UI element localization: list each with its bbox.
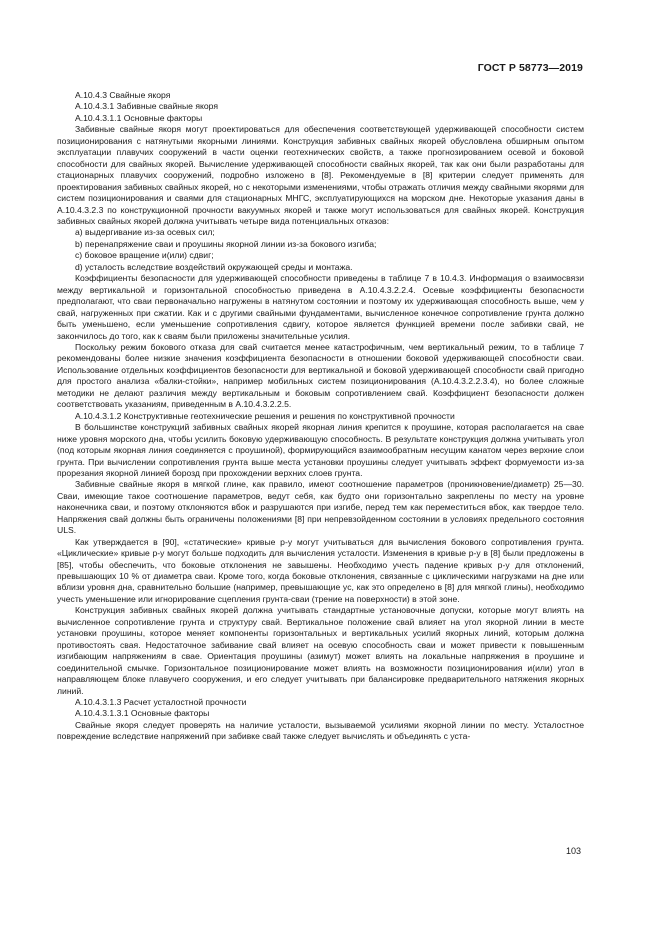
page-number: 103	[565, 846, 581, 856]
section-heading: A.10.4.3.1 Забивные свайные якоря	[75, 101, 218, 112]
body-paragraph: Конструкция забивных свайных якорей должна учитывать стандартные установочные допуски, которые могут влиять на вычисленное сопротивление грунта и структуру свай. Вертикальное положение свай влияет на угол якорной линии в месте установки проушины, которое меняет компоненты горизонтальных и вертикальных усилий якорных линий, которым должна противостоять свая. Недостаточное забивание свай влияет на осевую способность сваи и может привести к повышенным изгибающим напряжениям в свае. Ориентация проушины (азимут) может влиять на локальные напряжения в проушине и соединительной смычке. Горизонтальное позиционирование может влиять на возможности позиционирования и(или) угол в направляющем блоке плавучего сооружения, и его следует учитывать при балансировке предварительного натяжения якорных линий.	[57, 605, 584, 696]
list-item: d) усталость вследствие воздействий окружающей среды и монтажа.	[75, 261, 353, 272]
body-paragraph: Забивные свайные якоря в мягкой глине, как правило, имеют соотношение параметров (проникновение/диаметр) 25—30. Сваи, имеющие такое соотношение параметров, ведут себя, как будто они горизонтально закреплены по месту на уровне наконечника сваи, и поэтому отклоняются вбок и разрушаются при изгибе, перед тем как переместиться вбок, как твердое тело. Напряжения свай должны быть ограничены положениями [8] при непревзойденном состоянии в условиях предельного состояния ULS.	[57, 479, 584, 536]
list-item: c) боковое вращение и(или) сдвиг;	[75, 250, 214, 261]
body-paragraph: Свайные якоря следует проверять на наличие усталости, вызываемой усилиями якорной линии по месту. Усталостное повреждение вследствие напряжений при забивке свай также следует вычислять и объединять с уста-	[57, 719, 584, 742]
body-paragraph: В большинстве конструкций забивных свайных якорей якорная линия крепится к проушине, которая располагается на свае ниже уровня морского дна, чтобы усилить боковую удерживающую способность. В результате конструкция должна учитывать угол (под которым якорная линия соединяется с проушиной), формирующийся взаимообратным несущим канатом через верхние слои грунта. При вычислении сопротивления грунта выше места установки проушины следует учитывать эффект формуемости из-за прорезания якорной линией борозд при прохождении верхних слоев грунта.	[57, 422, 584, 478]
section-heading: A.10.4.3.1.1 Основные факторы	[75, 112, 203, 123]
document-body	[57, 90, 584, 743]
section-heading: A.10.4.3.1.3 Расчет усталостной прочности	[75, 697, 247, 708]
standard-code-header: ГОСТ Р 58773—2019	[477, 62, 583, 74]
section-heading: A.10.4.3 Свайные якоря	[75, 90, 171, 100]
list-item: b) перенапряжение сваи и проушины якорной линии из-за бокового изгиба;	[75, 238, 377, 249]
section-heading: A.10.4.3.1.3.1 Основные факторы	[75, 708, 210, 719]
section-heading: A.10.4.3.1.2 Конструктивные геотехнические решения и решения по конструктивной прочности	[75, 410, 455, 421]
body-paragraph: Как утверждается в [90], «статические» кривые p-y могут учитываться для вычисления бокового сопротивления грунта. «Циклические» кривые p-y могут больше подходить для вычисления усталости. Изменения в кривые p-y в [8] были предложены в [85], чтобы обеспечить, что боковые отклонения не завышены. Необходимо учесть падение кривых p-y для отклонений, превышающих 10 % от диаметра сваи. Кроме того, когда боковые отклонения, связанные с циклическими нагрузками на дне или вблизи уровня дна, сравнительно большие (например, превышающие yc, как это определено в [8] для мягкой глины), необходимо учесть уменьшение или игнорирование сцепления грунта-сваи (трение на поверхности) в этой зоне.	[57, 536, 584, 604]
body-paragraph: Забивные свайные якоря могут проектироваться для обеспечения соответствующей удерживающей способности систем позиционирования с натянутыми якорными линиями. Конструкция забивных свайных якорей обусловлена обширным опытом эксплуатации плавучих сооружений в части оценки геотехнических свойств, а также прогнозированием осевой и боковой способности для свайных якорей. Вычисление удерживающей способности свайных якорей, так как они были разработаны для стационарных плавучих сооружений, подробно изложено в [8]. Рекомендуемые в [8] критерии следует применять для проектирования забивных свайных якорей, но с некоторыми изменениями, чтобы отражать отличия между свайными якорями для систем позиционирования и сваями для стационарных МНГС, эксплуатирующихся на морском дне. Некоторые указания даны в A.10.4.3.2.3 по конструкционной прочности вакуумных якорей и также могут использоваться для свайных якорей. Конструкция забивных свайных якорей должна учитывать четыре вида потенциальных отказов:	[57, 124, 584, 226]
list-item: a) выдергивание из-за осевых сил;	[75, 227, 215, 238]
body-paragraph: Коэффициенты безопасности для удерживающей способности приведены в таблице 7 в 10.4.3. Информация о взаимосвязи между вертикальной и горизонтальной способностью приведена в A.10.4.3.2.2.4. Осевые коэффициенты безопасности предполагают, что сваи первоначально нагружены в натянутом состоянии и поэтому их удерживающая способность выше, чем у свай, нагруженных при сжатии. Как и с другими свайными фундаментами, вычисленное конечное сопротивление грунта должно быть уменьшено, если уменьшение сопротивления сдвигу, которое является функцией времени после забивки свай, не закончилось до того, как к сваям были приложены значительные усилия.	[57, 273, 584, 341]
body-paragraph: Поскольку режим бокового отказа для свай считается менее катастрофичным, чем вертикальный режим, то в таблице 7 рекомендованы более низкие значения коэффициента безопасности в отношении боковой удерживающей способности сваи. Использование отдельных коэффициентов безопасности для вертикальной и боковой удерживающей способности свай пригодно для простого анализа «балки-стойки», например мобильных систем позиционирования (A.10.4.3.2.2.3.4), но более сложные методики не делают различия между вертикальным и боковым сопротивлением свай. Коэффициент безопасности должен соответствовать указаниям, приведенным в A.10.4.3.2.2.5.	[57, 341, 584, 410]
